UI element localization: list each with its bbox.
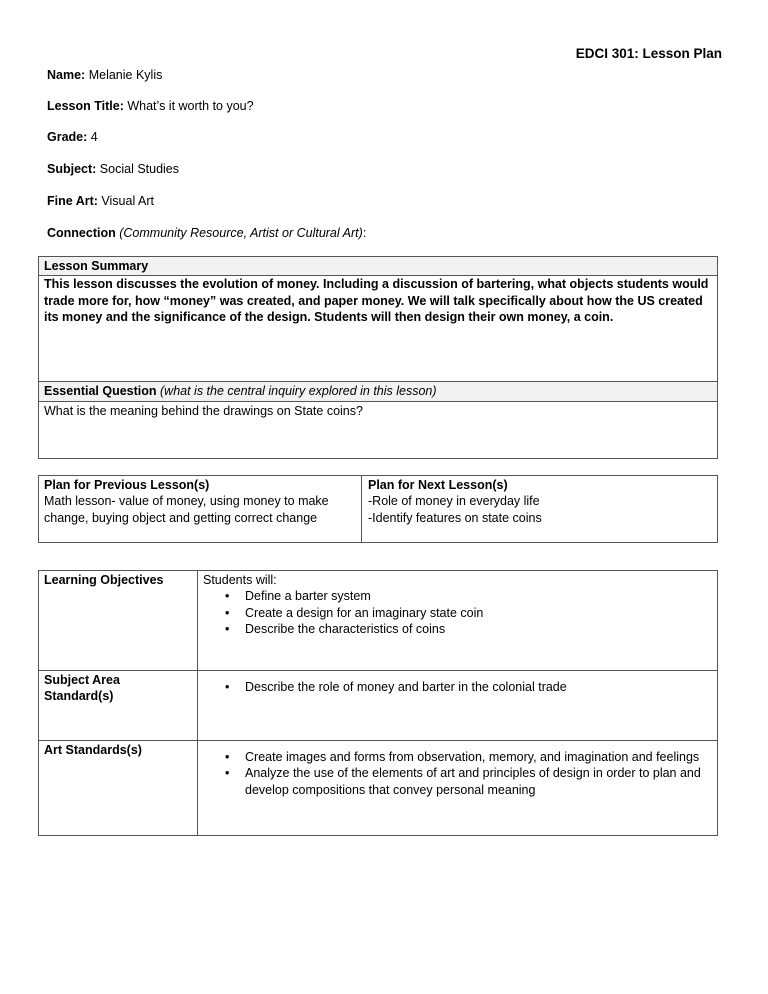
- lesson-plans-table: [38, 475, 718, 543]
- field-lesson-title-label: Lesson Title:: [47, 99, 124, 113]
- subject-standard-label-cell: [39, 671, 198, 741]
- field-connection-colon: :: [362, 226, 367, 240]
- learning-objectives-label-cell: [39, 571, 198, 671]
- field-lesson-title-value: What’s it worth to you?: [127, 99, 254, 113]
- field-connection: [47, 225, 366, 241]
- lesson-summary-heading-cell: [39, 257, 718, 276]
- previous-lesson-text: Math lesson- value of money, using money to make change, buying object and getting correct change: [44, 494, 329, 525]
- field-subject: [47, 161, 179, 177]
- learning-objectives-cell: [198, 571, 718, 671]
- subject-standard-label: Subject Area Standard(s): [44, 673, 120, 704]
- art-standards-label-cell: [39, 741, 198, 836]
- learning-objectives-list: [203, 588, 712, 637]
- field-grade-label: Grade:: [47, 130, 88, 144]
- next-lesson-heading: Plan for Next Lesson(s): [368, 478, 508, 492]
- subject-standard-item: • Describe the role of money and barter in the colonial trade: [245, 679, 712, 695]
- field-lesson-title: [47, 98, 254, 114]
- field-fine-art-value: Visual Art: [101, 194, 154, 208]
- essential-question-note: (what is the central inquiry explored in this lesson): [160, 384, 437, 399]
- previous-lesson-cell: [39, 476, 362, 543]
- field-subject-label: Subject:: [47, 162, 97, 176]
- previous-lesson-heading: Plan for Previous Lesson(s): [44, 478, 210, 492]
- art-standard-item: • Create images and forms from observation, memory, and imagination and feelings: [245, 749, 712, 765]
- next-lesson-cell: [362, 476, 718, 543]
- document-course-title: EDCI 301: Lesson Plan: [575, 46, 722, 61]
- field-subject-value: Social Studies: [99, 162, 180, 176]
- field-connection-label: Connection: [47, 226, 116, 240]
- learning-objective-item: • Define a barter system: [245, 588, 712, 604]
- field-name: [47, 67, 162, 83]
- subject-standard-cell: [198, 671, 718, 741]
- field-name-value: Melanie Kylis: [88, 68, 163, 82]
- lesson-summary-text: This lesson discusses the evolution of money. Including a discussion of bartering, what objects students would trade more for, how “money” was created, and paper money. We will talk specifically about how the US created its money and the significance of the design. Students will then design their own money, a coin.: [44, 277, 709, 324]
- lesson-summary-table: [38, 256, 718, 459]
- subject-standard-list: [203, 672, 712, 695]
- next-lesson-line-1: -Role of money in everyday life: [368, 494, 540, 509]
- next-lesson-line-2: -Identify features on state coins: [368, 510, 542, 525]
- learning-objective-item: • Create a design for an imaginary state coin: [245, 605, 712, 621]
- essential-question-cell: [39, 401, 718, 458]
- field-connection-note: (Community Resource, Artist or Cultural Art): [119, 226, 363, 240]
- learning-objectives-label: Learning Objectives: [44, 573, 164, 587]
- objectives-standards-table: [38, 570, 718, 836]
- field-grade-value: 4: [90, 130, 98, 144]
- learning-objectives-intro: Students will:: [203, 573, 277, 587]
- lesson-summary-heading: Lesson Summary: [44, 259, 149, 273]
- art-standards-label: Art Standards(s): [44, 743, 142, 757]
- field-fine-art: [47, 193, 154, 209]
- essential-question-heading-cell: [39, 382, 718, 401]
- art-standard-item: • Analyze the use of the elements of art and principles of design in order to plan and develop compositions that convey personal meaning: [245, 765, 712, 798]
- field-fine-art-label: Fine Art:: [47, 194, 98, 208]
- field-name-label: Name:: [47, 68, 86, 82]
- essential-question-heading: Essential Question: [44, 384, 157, 399]
- essential-question-text: What is the meaning behind the drawings on State coins?: [44, 403, 363, 418]
- art-standards-list: [203, 742, 712, 798]
- lesson-summary-cell: [39, 276, 718, 382]
- learning-objective-item: • Describe the characteristics of coins: [245, 621, 712, 637]
- art-standards-cell: [198, 741, 718, 836]
- field-grade: [47, 129, 98, 145]
